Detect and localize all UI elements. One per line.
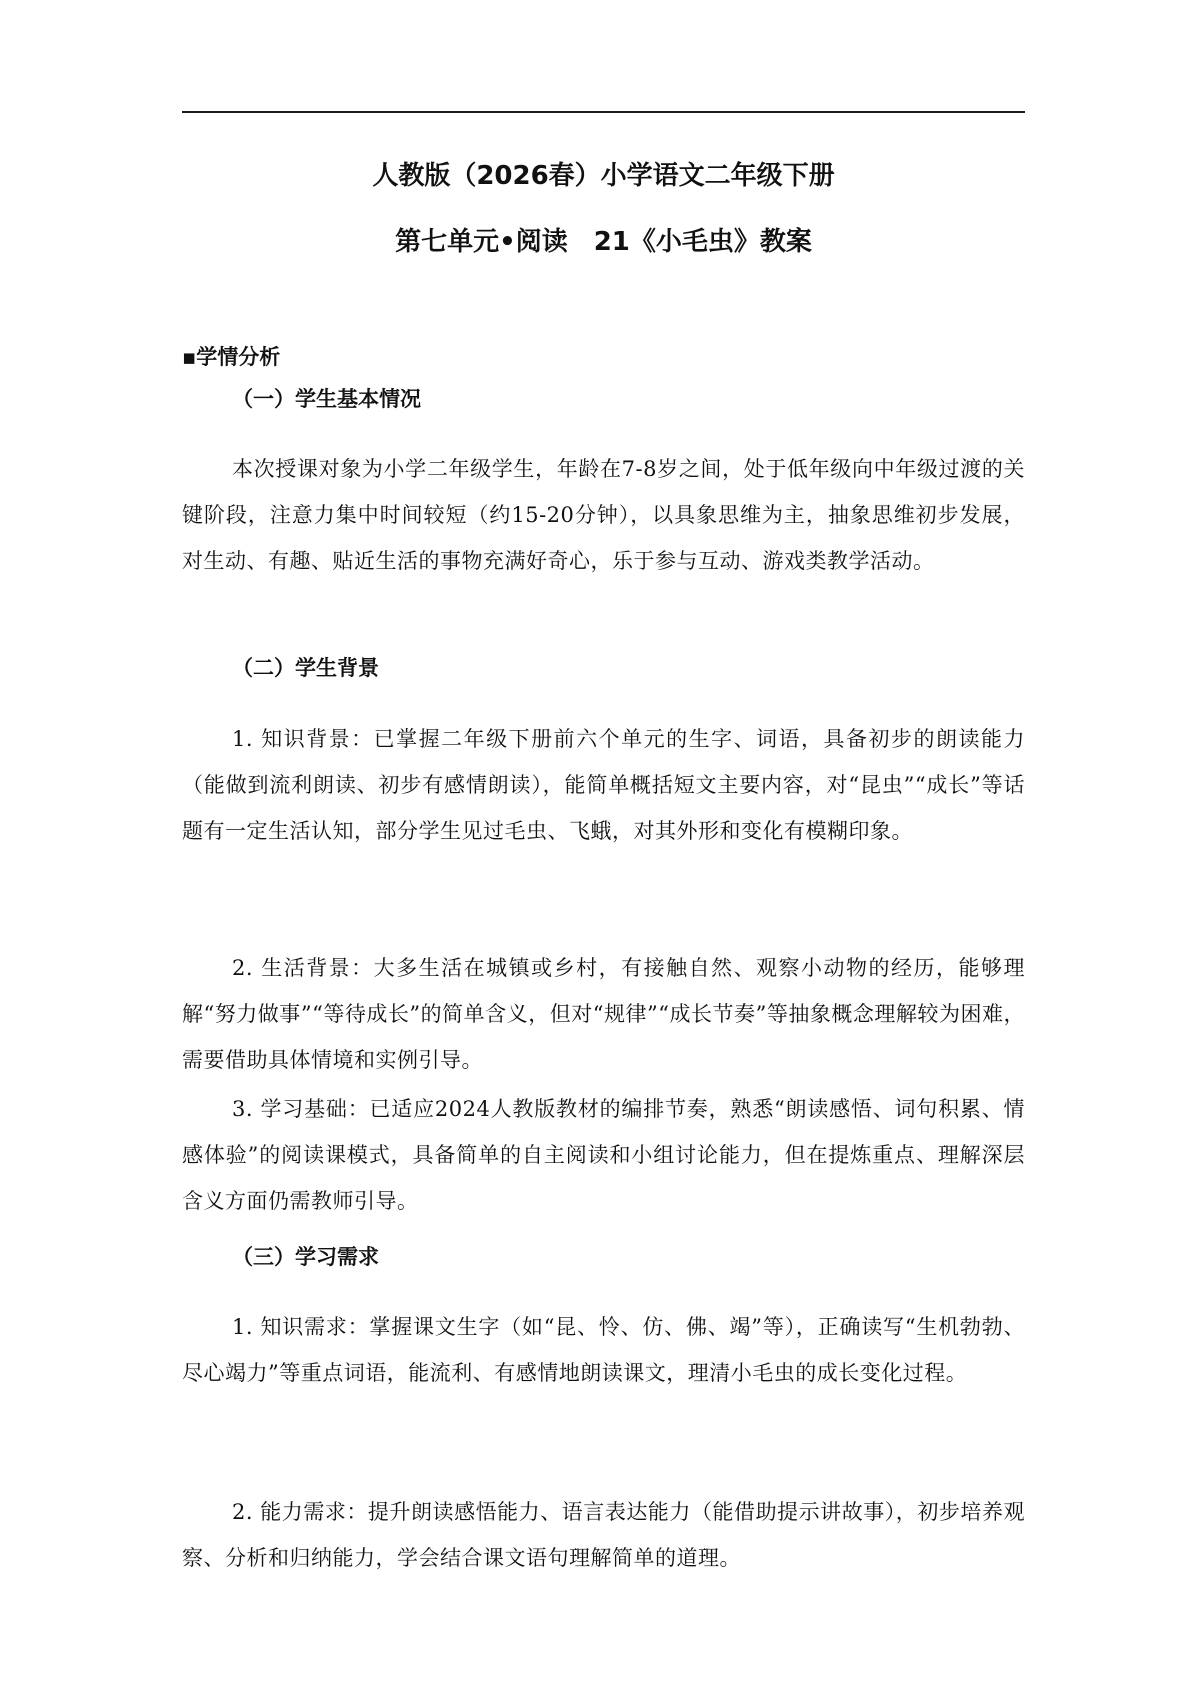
header-rule <box>182 111 1025 113</box>
paragraph-knowledge-background: 1. 知识背景：已掌握二年级下册前六个单元的生字、词语，具备初步的朗读能力（能做到流利朗读、初步有感情朗读），能简单概括短文主要内容，对“昆虫”“成长”等话题有一定生活认知，部分学生见过毛虫、飞蛾，对其外形和变化有模糊印象。 <box>182 727 1025 843</box>
section-heading-student-analysis: ▪学情分析 <box>182 345 281 369</box>
paragraph-basic-situation: 本次授课对象为小学二年级学生，年龄在7-8岁之间，处于低年级向中年级过渡的关键阶段，注意力集中时间较短（约15-20分钟），以具象思维为主，抽象思维初步发展，对生动、有趣、贴近生活的事物充满好奇心，乐于参与互动、游戏类教学活动。 <box>182 457 1025 573</box>
paragraph-ability-needs: 2. 能力需求：提升朗读感悟能力、语言表达能力（能借助提示讲故事），初步培养观察、分析和归纳能力，学会结合课文语句理解简单的道理。 <box>182 1500 1025 1570</box>
subheading-learning-needs: （三）学习需求 <box>232 1245 379 1269</box>
paragraph-knowledge-needs: 1. 知识需求：掌握课文生字（如“昆、怜、仿、佛、竭”等），正确读写“生机勃勃、尽心竭力”等重点词语，能流利、有感情地朗读课文，理清小毛虫的成长变化过程。 <box>182 1315 1025 1385</box>
paragraph-life-background: 2. 生活背景：大多生活在城镇或乡村，有接触自然、观察小动物的经历，能够理解“努力做事”“等待成长”的简单含义，但对“规律”“成长节奏”等抽象概念理解较为困难，需要借助具体情境和实例引导。 <box>182 956 1025 1072</box>
subheading-student-background: （二）学生背景 <box>232 656 379 680</box>
document-title: 人教版（2026春）小学语文二年级下册 <box>372 161 835 191</box>
document-subtitle: 第七单元•阅读 21《小毛虫》教案 <box>395 227 812 257</box>
paragraph-learning-foundation: 3. 学习基础：已适应2024人教版教材的编排节奏，熟悉“朗读感悟、词句积累、情感体验”的阅读课模式，具备简单的自主阅读和小组讨论能力，但在提炼重点、理解深层含义方面仍需教师引导。 <box>182 1097 1025 1213</box>
subheading-basic-situation: （一）学生基本情况 <box>232 387 421 411</box>
